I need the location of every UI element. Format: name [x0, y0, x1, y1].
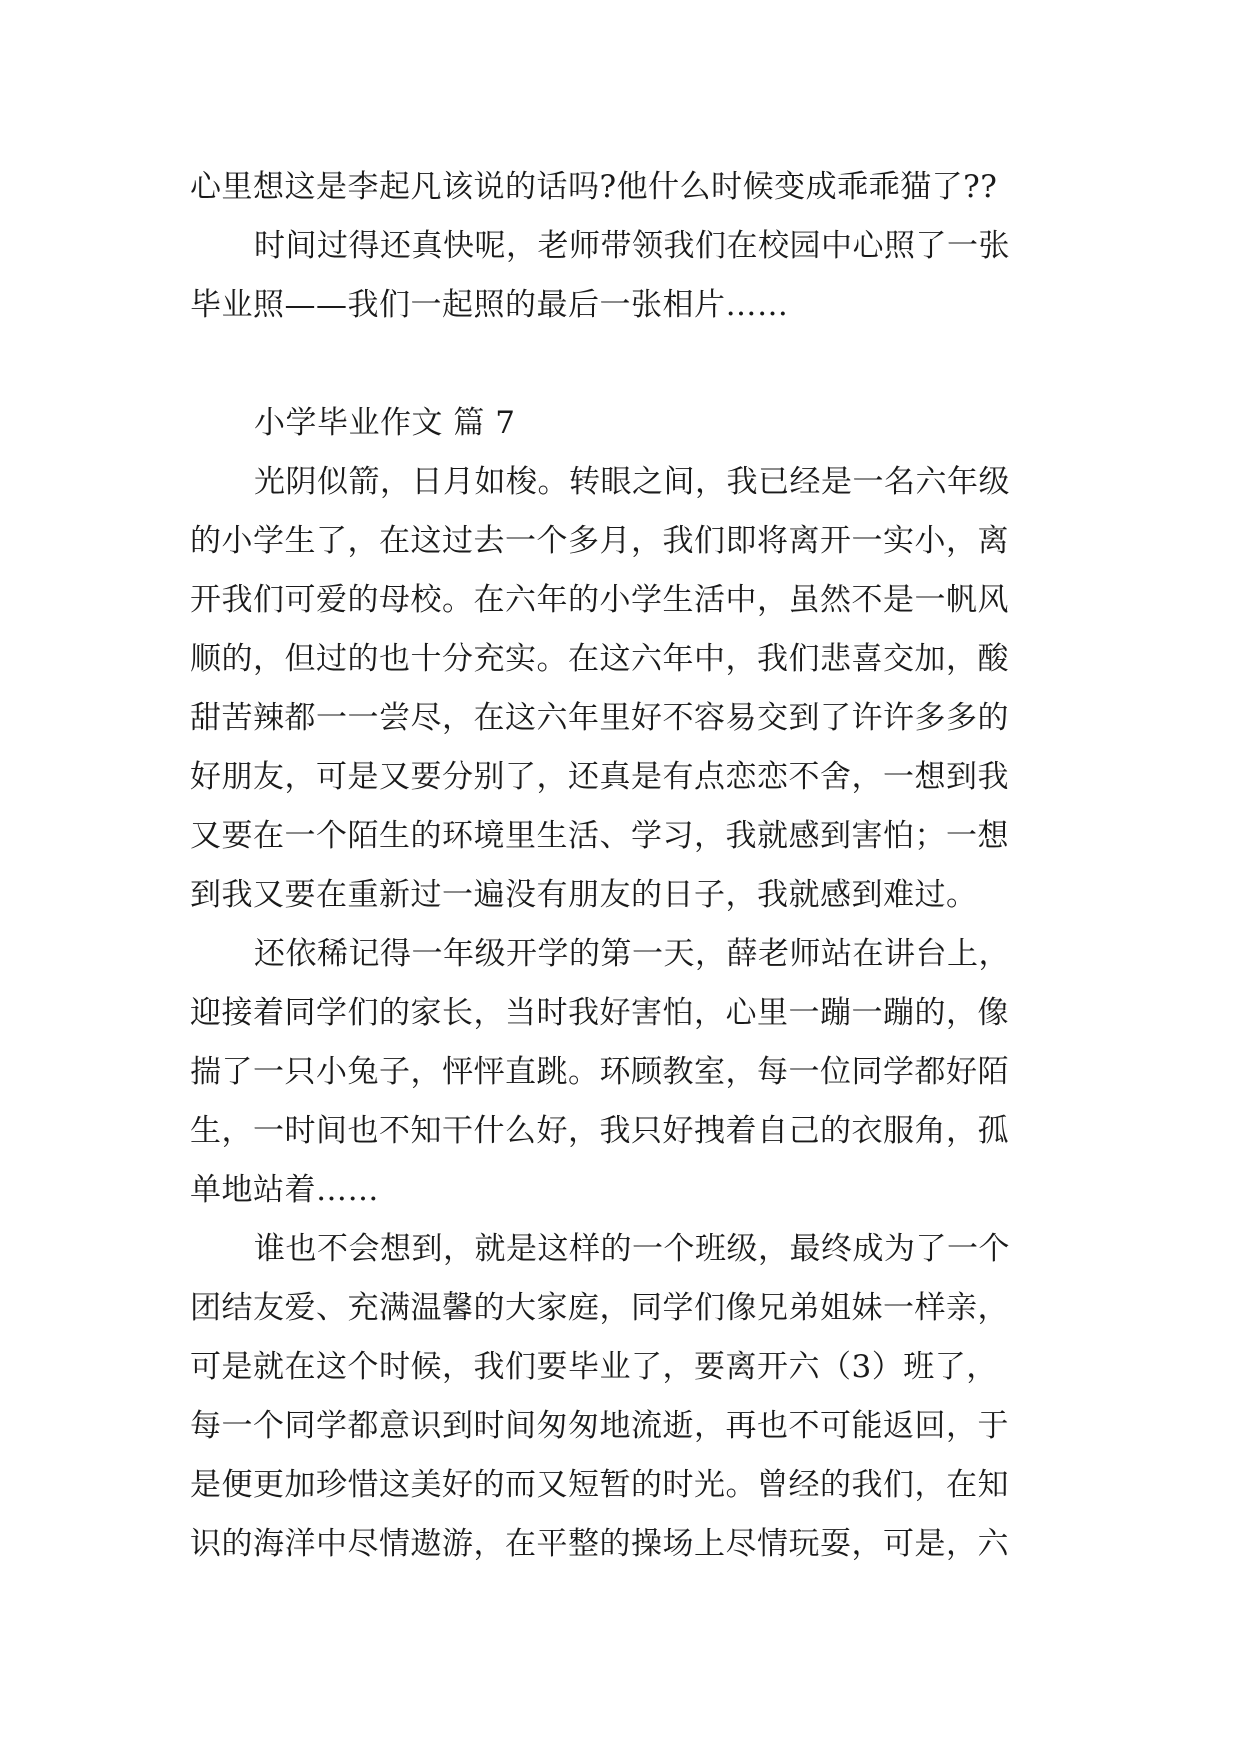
essay-body — [190, 158, 1060, 1574]
paragraph-start: 光阴似箭，日月如梭。转眼之间，我已经是一名六年级 — [254, 464, 1010, 500]
text-line: 心里想这是李起凡该说的话吗?他什么时候变成乖乖猫了?? — [190, 169, 998, 205]
paragraph-start: 谁也不会想到，就是这样的一个班级，最终成为了一个 — [254, 1231, 1010, 1267]
text-line: 甜苦辣都一一尝尽，在这六年里好不容易交到了许许多多的 — [190, 700, 1009, 736]
text-line: 开我们可爱的母校。在六年的小学生活中，虽然不是一帆风 — [190, 582, 1009, 618]
text-line: 毕业照——我们一起照的最后一张相片…… — [190, 287, 789, 323]
section-heading: 小学毕业作文 篇 7 — [254, 405, 516, 441]
text-line: 迎接着同学们的家长，当时我好害怕，心里一蹦一蹦的，像 — [190, 995, 1009, 1031]
text-line: 又要在一个陌生的环境里生活、学习，我就感到害怕；一想 — [190, 818, 1009, 854]
text-line: 揣了一只小兔子，怦怦直跳。环顾教室，每一位同学都好陌 — [190, 1054, 1009, 1090]
text-line: 是便更加珍惜这美好的而又短暂的时光。曾经的我们，在知 — [190, 1467, 1009, 1503]
text-line: 可是就在这个时候，我们要毕业了，要离开六（3）班了， — [190, 1349, 998, 1385]
text-line: 的小学生了，在这过去一个多月，我们即将离开一实小，离 — [190, 523, 1009, 559]
text-line: 团结友爱、充满温馨的大家庭，同学们像兄弟姐妹一样亲， — [190, 1290, 1009, 1326]
text-line: 识的海洋中尽情遨游，在平整的操场上尽情玩耍，可是，六 — [190, 1526, 1009, 1562]
paragraph-gap — [190, 335, 1060, 394]
text-line: 到我又要在重新过一遍没有朋友的日子，我就感到难过。 — [190, 877, 978, 913]
paragraph-start: 时间过得还真快呢，老师带领我们在校园中心照了一张 — [254, 228, 1010, 264]
text-line: 单地站着…… — [190, 1172, 379, 1208]
text-line: 每一个同学都意识到时间匆匆地流逝，再也不可能返回，于 — [190, 1408, 1009, 1444]
paragraph-start: 还依稀记得一年级开学的第一天，薛老师站在讲台上， — [254, 936, 1010, 972]
text-line: 顺的，但过的也十分充实。在这六年中，我们悲喜交加，酸 — [190, 641, 1009, 677]
text-line: 好朋友，可是又要分别了，还真是有点恋恋不舍，一想到我 — [190, 759, 1009, 795]
text-line: 生，一时间也不知干什么好，我只好拽着自己的衣服角，孤 — [190, 1113, 1009, 1149]
